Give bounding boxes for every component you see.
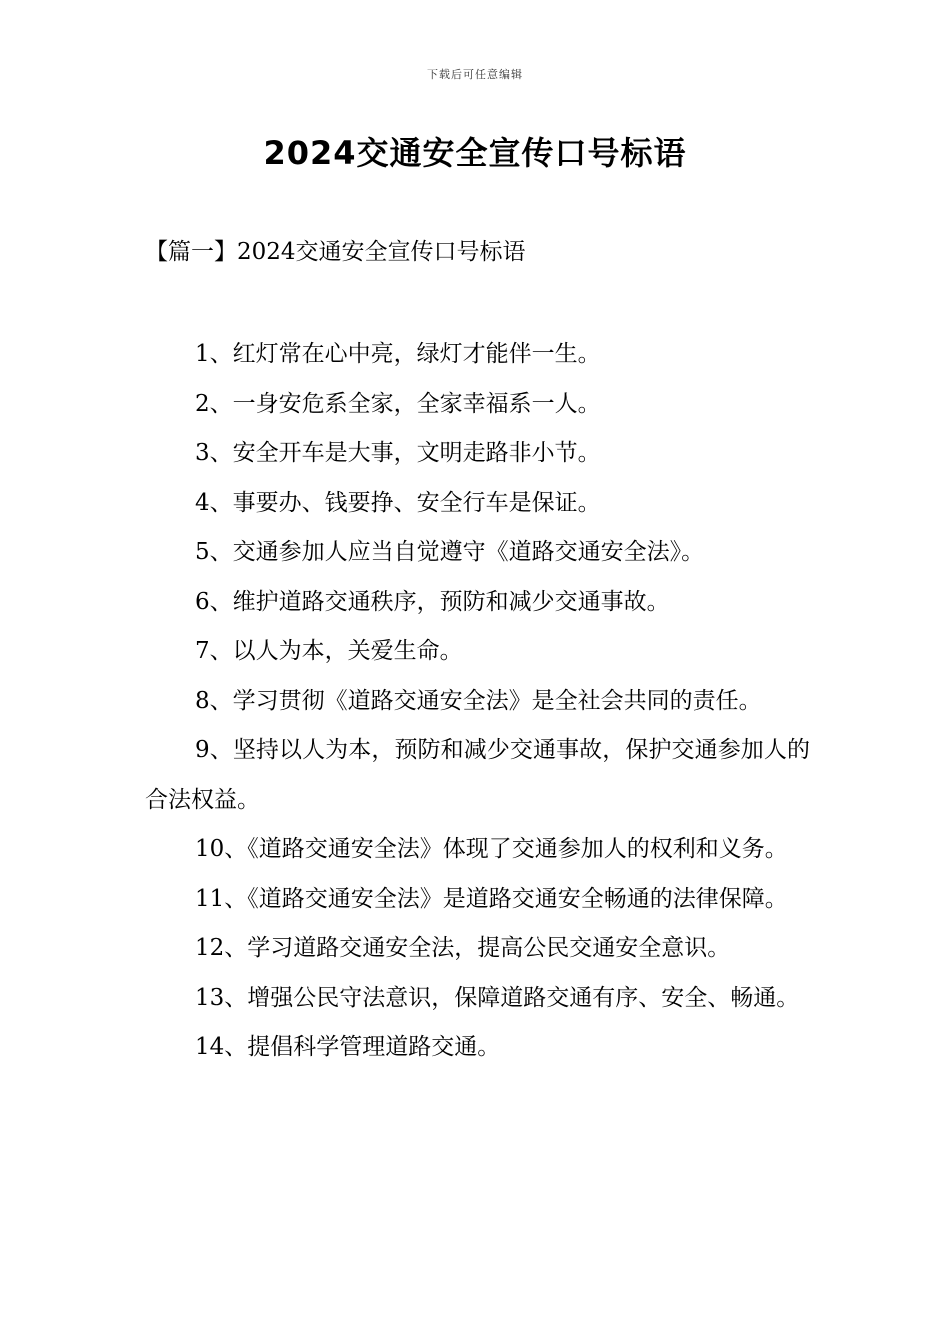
list-item: 7、以人为本，关爱生命。 [195,638,463,664]
slogan-list [145,330,810,1073]
list-item: 12、学习道路交通安全法，提高公民交通安全意识。 [195,935,731,961]
list-item: 10、《道路交通安全法》体现了交通参加人的权利和义务。 [195,836,788,862]
header-note: 下载后可任意编辑 [427,68,523,81]
list-item: 14、提倡科学管理道路交通。 [195,1034,501,1060]
list-item: 3、安全开车是大事，文明走路非小节。 [195,440,601,466]
list-item: 5、交通参加人应当自觉遵守《道路交通安全法》。 [195,539,705,565]
page-title: 2024交通安全宣传口号标语 [263,134,687,172]
list-item: 1、红灯常在心中亮，绿灯才能伴一生。 [195,341,601,367]
list-item: 6、维护道路交通秩序，预防和减少交通事故。 [195,588,670,615]
list-item: 4、事要办、钱要挣、安全行车是保证。 [195,489,601,516]
list-item: 8、学习贯彻《道路交通安全法》是全社会共同的责任。 [195,687,762,714]
list-item: 11、《道路交通安全法》是道路交通安全畅通的法律保障。 [195,885,788,912]
list-item: 2、一身安危系全家，全家幸福系一人。 [195,390,601,417]
list-item: 9、坚持以人为本，预防和减少交通事故，保护交通参加人的合法权益。 [145,737,810,813]
list-item: 13、增强公民守法意识，保障道路交通有序、安全、畅通。 [195,984,800,1011]
section-heading: 【篇一】2024交通安全宣传口号标语 [145,239,526,265]
